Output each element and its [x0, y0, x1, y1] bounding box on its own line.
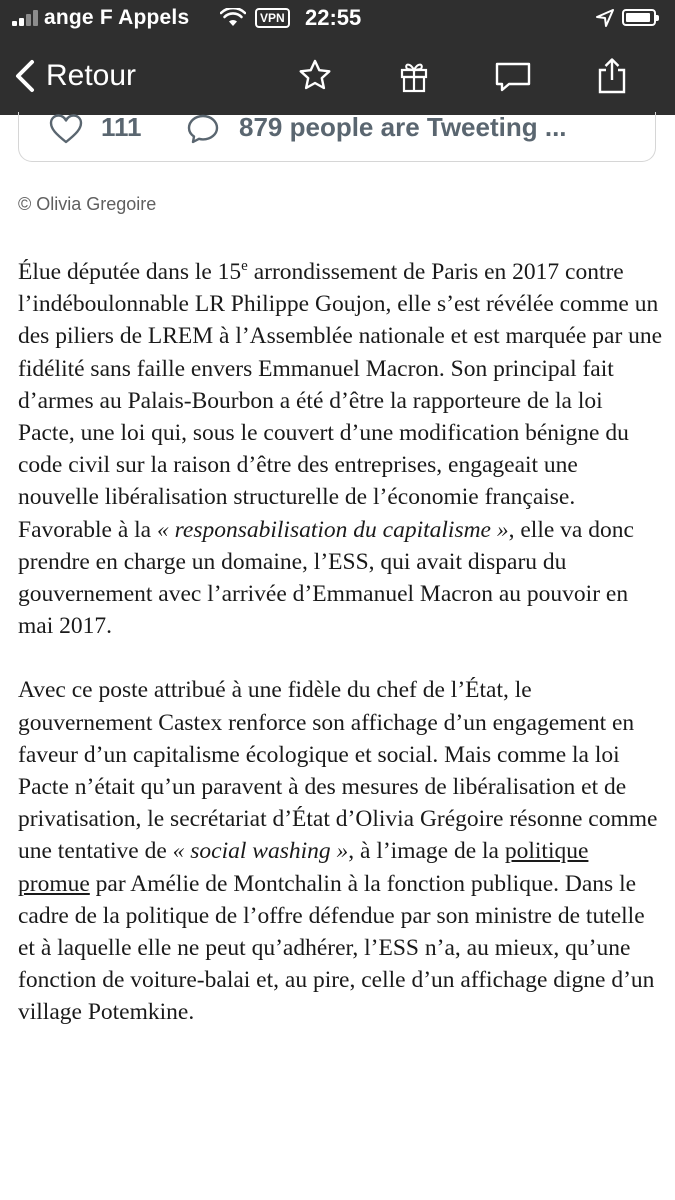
battery-icon [622, 9, 656, 26]
article-link[interactable]: politique promue [18, 838, 589, 897]
comment-icon[interactable] [493, 56, 533, 96]
speech-bubble-icon[interactable] [187, 114, 219, 144]
share-icon[interactable] [592, 56, 632, 96]
tweeting-count[interactable]: 879 people are Tweeting ... [239, 112, 567, 142]
quote: « responsabilisation du capitalisme » [156, 516, 509, 543]
chevron-left-icon [12, 58, 38, 94]
status-bar [0, 0, 675, 36]
top-bar [0, 0, 675, 115]
signal-icon [12, 10, 40, 26]
quote: « social washing » [172, 838, 349, 865]
star-icon[interactable] [295, 56, 335, 96]
nav-bar [0, 40, 675, 112]
carrier-name: ange F Appels [44, 6, 190, 29]
article-paragraph: Avec ce poste attribué à une fidèle du chef de l’État, le gouvernement Castex renforce son affichage d’un engagement en faveur d’un capitalisme écologique et social. Mais comme la loi Pacte n’était qu’un paravent à des mesures de libéralisation et de privatisation, le secrétariat d’État d’Olivia Grégoire résonne comme une tentative de « social washing », à l’image de la politique promue par Amélie de Montchalin à la fonction publique. Dans le cadre de la politique de l’offre défendue par son ministre de tutelle et à laquelle elle ne peut qu’adhérer, l’ESS n’a, au mieux, qu’une fonction de voiture-balai et, au pire, celle d’un affichage digne d’un village Potemkine. [18, 677, 658, 1026]
gift-icon[interactable] [394, 56, 434, 96]
photo-credit: © Olivia Gregoire [18, 194, 157, 214]
back-button[interactable] [12, 54, 136, 98]
vpn-badge: VPN [255, 8, 290, 28]
heart-icon[interactable] [49, 114, 83, 144]
embedded-tweet-card[interactable] [18, 112, 656, 162]
article-paragraph: Élue députée dans le 15e arrondissement de Paris en 2017 contre l’indéboulonnable LR Philippe Goujon, elle s’est révélée comme un des piliers de LREM à l’Assemblée nationale et est marquée par une fidélité sans faille envers Emmanuel Macron. Son principal fait d’armes au Palais-Bourbon a été d’être la rapporteure de la loi Pacte, une loi qui, sous le couvert d’une modification bénigne du code civil sur la raison d’être des entreprises, engageait une nouvelle libéralisation structurelle de l’économie française. Favorable à la « responsabilisation du capitalisme », elle va donc prendre en charge un domaine, l’ESS, qui avait disparu du gouvernement avec l’arrivée d’Emmanuel Macron au pouvoir en mai 2017. [18, 258, 663, 640]
status-time: 22:55 [305, 5, 362, 30]
back-label: Retour [46, 59, 137, 92]
likes-count: 111 [101, 112, 142, 142]
location-arrow-icon [596, 9, 614, 27]
article-body [18, 256, 663, 1029]
wifi-icon [220, 8, 246, 28]
